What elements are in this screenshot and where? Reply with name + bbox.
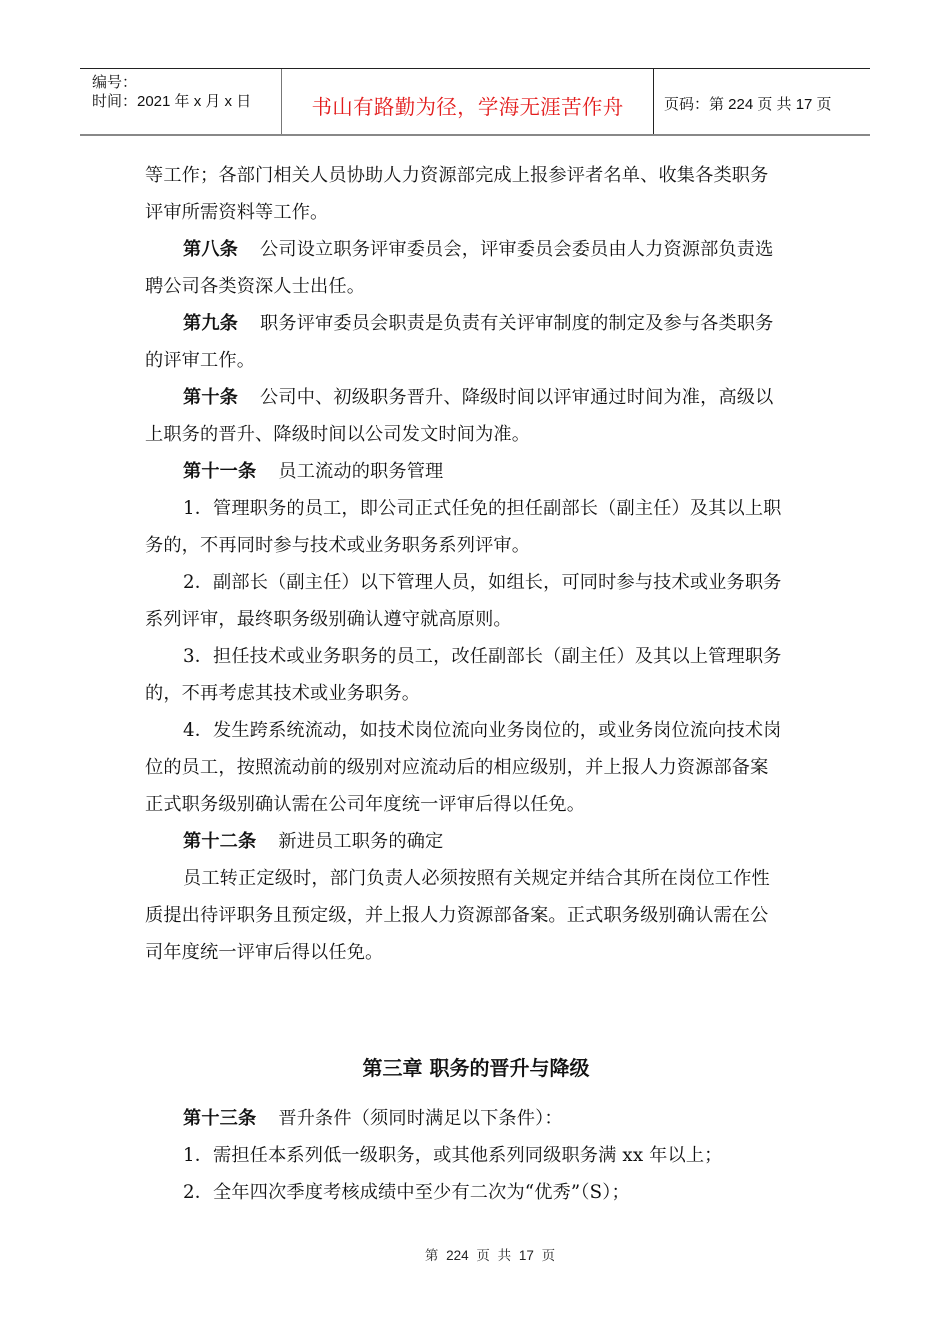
header-page-cell [654,69,870,134]
body-line: 司年度统一评审后得以任免。 [145,942,384,963]
document-body [145,157,807,971]
header-meta-cell [80,69,282,134]
list-item: 1．需担任本系列低一级职务，或其他系列同级职务满 xx 年以上； [183,1145,723,1166]
body-line: 员工转正定级时，部门负责人必须按照有关规定并结合其所在岗位工作性 [183,868,770,889]
body-line: 聘公司各类资深人士出任。 [145,276,366,297]
list-item: 4．发生跨系统流动，如技术岗位流向业务岗位的，或业务岗位流向技术岗 [183,720,782,741]
article-13-title: 第十三条 [183,1108,257,1129]
article-12 [145,823,807,860]
article-8 [145,231,807,268]
page-footer: 第 224 页 共 17 页 [424,1248,556,1263]
header-motto-cell [282,69,654,134]
article-10 [145,379,807,416]
list-item: 2．副部长（副主任）以下管理人员，如组长，可同时参与技术或业务职务 [183,572,782,593]
body-line: 位的员工，按照流动前的级别对应流动后的相应级别，并上报人力资源部备案 [145,757,769,778]
doc-date-label: 时间：2021 年 x 月 x 日 [92,93,252,110]
body-line: 上职务的晋升、降级时间以公司发文时间为准。 [145,424,531,445]
body-line: 等工作；各部门相关人员协助人力资源部完成上报参评者名单、收集各类职务 [145,165,769,186]
article-10-text: 公司中、初级职务晋升、降级时间以评审通过时间为准，高级以 [260,387,774,408]
body-line: 系列评审，最终职务级别确认遵守就高原则。 [145,609,512,630]
article-12-title: 第十二条 [183,831,257,852]
document-body-continued [183,1100,823,1211]
article-11-title: 第十一条 [183,461,257,482]
article-8-title: 第八条 [183,239,239,260]
article-11-subtitle: 员工流动的职务管理 [278,461,444,482]
document-header-table [80,68,870,136]
list-item: 1．管理职务的员工，即公司正式任免的担任副部长（副主任）及其以上职 [183,498,782,519]
body-line: 质提出待评职务且预定级，并上报人力资源部备案。正式职务级别确认需在公 [145,905,769,926]
body-line: 的评审工作。 [145,350,256,371]
header-page-info: 页码：第 224 页 共 17 页 [664,96,832,113]
article-13-subtitle: 晋升条件（须同时满足以下条件）： [278,1108,563,1129]
article-11 [145,453,807,490]
list-item: 2．全年四次季度考核成绩中至少有二次为“优秀”（S）； [183,1182,630,1203]
doc-number-label: 编号： [92,74,138,91]
motto-text: 书山有路勤为径，学海无涯苦作舟 [311,94,624,119]
chapter-heading: 第三章 职务的晋升与降级 [362,1056,590,1080]
article-9-text: 职务评审委员会职责是负责有关评审制度的制定及参与各类职务 [260,313,774,334]
body-line: 正式职务级别确认需在公司年度统一评审后得以任免。 [145,794,586,815]
article-12-subtitle: 新进员工职务的确定 [278,831,444,852]
article-10-title: 第十条 [183,387,239,408]
article-9 [145,305,807,342]
body-line: 评审所需资料等工作。 [145,202,329,223]
article-13 [183,1100,823,1137]
body-line: 的，不再考虑其技术或业务职务。 [145,683,421,704]
body-line: 务的，不再同时参与技术或业务职务系列评审。 [145,535,531,556]
article-8-text: 公司设立职务评审委员会，评审委员会委员由人力资源部负责选 [260,239,774,260]
list-item: 3．担任技术或业务职务的员工，改任副部长（副主任）及其以上管理职务 [183,646,782,667]
article-9-title: 第九条 [183,313,239,334]
